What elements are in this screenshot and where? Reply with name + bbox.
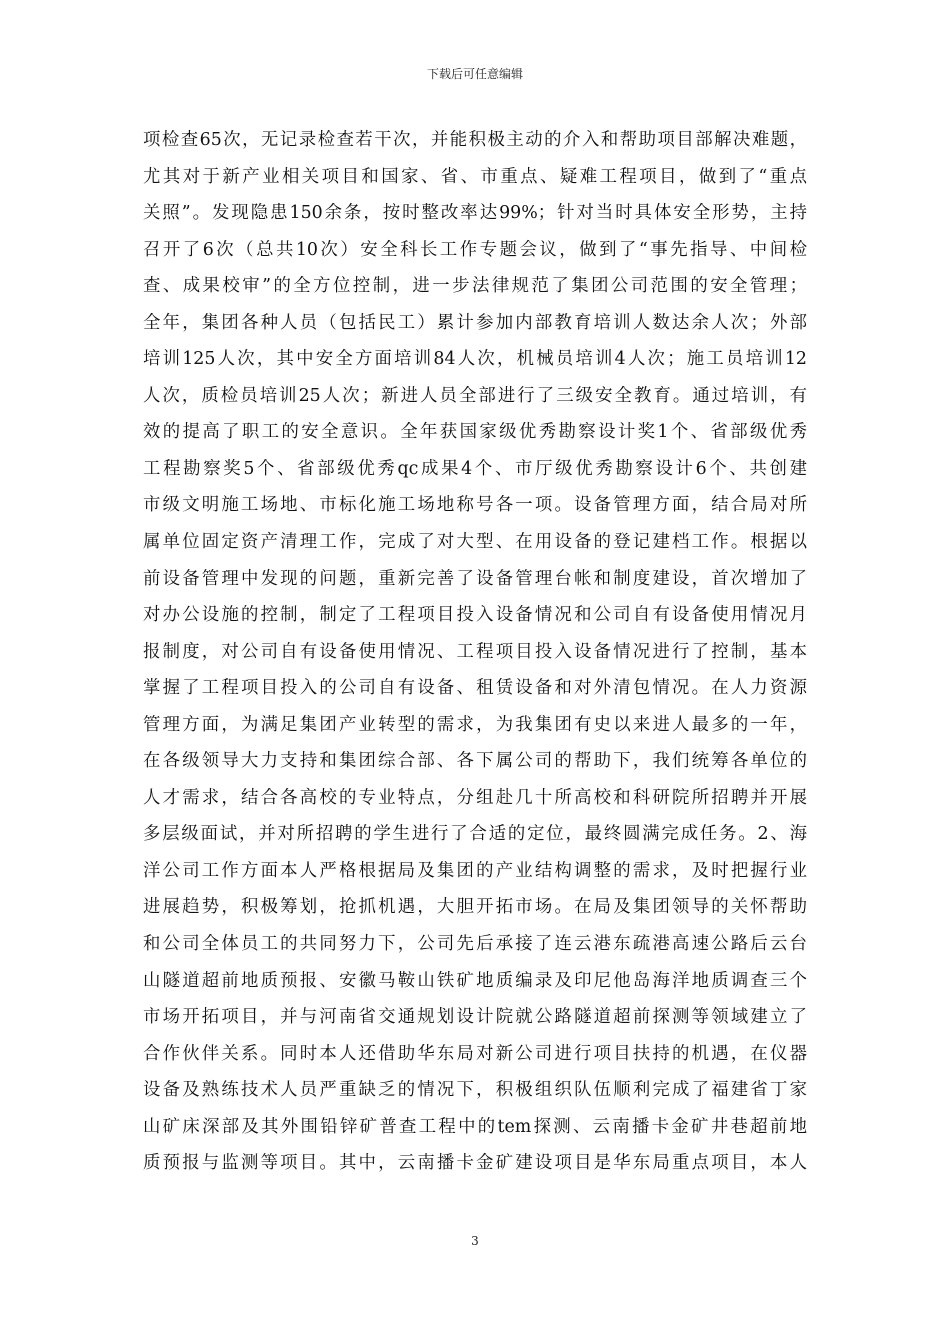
text-line: 和公司全体员工的共同努力下，公司先后承接了连云港东疏港高速公路后云台: [143, 934, 807, 955]
text-line: 关照”。发现隐患150余条，按时整改率达99%；针对当时具体安全形势，主持: [143, 203, 807, 224]
text-line: 掌握了工程项目投入的公司自有设备、租赁设备和对外清包情况。在人力资源: [143, 678, 807, 699]
text-line: 管理方面，为满足集团产业转型的需求，为我集团有史以来进人最多的一年，: [143, 714, 807, 735]
text-line: 山矿床深部及其外围铅锌矿普查工程中的tem探测、云南播卡金矿井巷超前地: [143, 1116, 807, 1137]
text-line: 效的提高了职工的安全意识。全年获国家级优秀勘察设计奖1个、省部级优秀: [143, 422, 807, 443]
text-line: 市场开拓项目，并与河南省交通规划设计院就公路隧道超前探测等领域建立了: [143, 1007, 807, 1028]
text-line: 召开了6次（总共10次）安全科长工作专题会议，做到了“事先指导、中间检: [143, 239, 807, 260]
text-line: 市级文明施工场地、市标化施工场地称号各一项。设备管理方面，结合局对所: [143, 495, 807, 516]
text-line: 设备及熟练技术人员严重缺乏的情况下，积极组织队伍顺利完成了福建省丁家: [143, 1080, 807, 1101]
text-line: 人次，质检员培训25人次；新进人员全部进行了三级安全教育。通过培训，有: [143, 385, 807, 406]
text-line: 洋公司工作方面本人严格根据局及集团的产业结构调整的需求，及时把握行业: [143, 860, 807, 881]
text-line: 人才需求，结合各高校的专业特点，分组赴几十所高校和科研院所招聘并开展: [143, 787, 807, 808]
text-line: 山隧道超前地质预报、安徽马鞍山铁矿地质编录及印尼他岛海洋地质调查三个: [143, 970, 807, 991]
text-line: 项检查65次，无记录检查若干次，并能积极主动的介入和帮助项目部解决难题，: [143, 130, 807, 150]
page-header: 下载后可任意编辑: [426, 67, 523, 81]
body-text: [143, 122, 807, 1182]
text-line: 尤其对于新产业相关项目和国家、省、市重点、疑难工程项目，做到了“重点: [143, 166, 807, 187]
text-line: 多层级面试，并对所招聘的学生进行了合适的定位，最终圆满完成任务。2、海: [143, 824, 807, 845]
text-line: 合作伙伴关系。同时本人还借助华东局对新公司进行项目扶持的机遇，在仪器: [143, 1043, 807, 1064]
text-line: 质预报与监测等项目。其中，云南播卡金矿建设项目是华东局重点项目，本人: [143, 1153, 807, 1174]
text-line: 全年，集团各种人员（包括民工）累计参加内部教育培训人数达余人次；外部: [143, 312, 807, 333]
text-line: 前设备管理中发现的问题，重新完善了设备管理台帐和制度建设，首次增加了: [143, 568, 807, 589]
text-line: 报制度，对公司自有设备使用情况、工程项目投入设备情况进行了控制，基本: [143, 641, 807, 662]
text-line: 进展趋势，积极筹划，抢抓机遇，大胆开拓市场。在局及集团领导的关怀帮助: [143, 897, 807, 918]
page-number: 3: [471, 1234, 479, 1248]
text-line: 属单位固定资产清理工作，完成了对大型、在用设备的登记建档工作。根据以: [143, 532, 807, 553]
text-line: 工程勘察奖5个、省部级优秀qc成果4个、市厅级优秀勘察设计6个、共创建: [143, 458, 807, 479]
text-line: 在各级领导大力支持和集团综合部、各下属公司的帮助下，我们统筹各单位的: [143, 751, 807, 772]
text-line: 培训125人次，其中安全方面培训84人次，机械员培训4人次；施工员培训12: [143, 349, 807, 370]
text-line: 对办公设施的控制，制定了工程项目投入设备情况和公司自有设备使用情况月: [143, 605, 807, 626]
text-line: 查、成果校审”的全方位控制，进一步法律规范了集团公司范围的安全管理；: [143, 276, 807, 297]
